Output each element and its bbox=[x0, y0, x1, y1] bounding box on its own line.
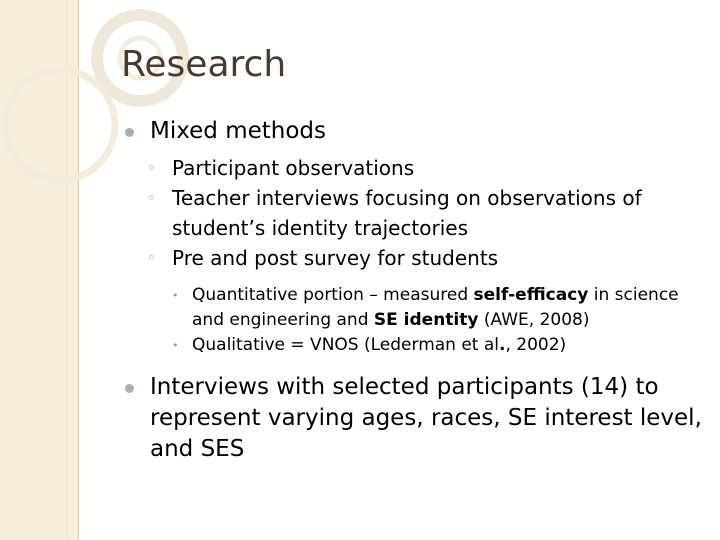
round-bullet-icon bbox=[125, 384, 134, 393]
bullet-text: Interviews with selected participants (14) to represent varying ages, races, SE interest level, and SES bbox=[150, 374, 702, 462]
sub-sub-item-qualitative bbox=[170, 333, 705, 358]
sub-item-text: Pre and post survey for students bbox=[172, 246, 499, 270]
sub-sub-item-quantitative bbox=[170, 283, 705, 333]
dot-bullet-icon: • bbox=[172, 339, 179, 352]
sub-item-teacher-interviews bbox=[145, 183, 705, 243]
sub-item-participant-observations bbox=[145, 153, 705, 183]
dot-bullet-icon: • bbox=[172, 289, 179, 302]
text-part: in science and engineering and bbox=[192, 285, 679, 330]
bullet-item-mixed-methods bbox=[120, 116, 705, 147]
text-part: , 2002) bbox=[505, 335, 567, 355]
ring-bullet-icon: ◦ bbox=[147, 249, 156, 267]
slide-title: Research bbox=[121, 44, 287, 85]
sub-item-text: Teacher interviews focusing on observations of student’s identity trajectories bbox=[172, 186, 642, 240]
round-bullet-icon bbox=[125, 128, 134, 137]
ring-bullet-icon: ◦ bbox=[147, 159, 156, 177]
bullet-item-interviews bbox=[120, 372, 705, 465]
text-part: Quantitative portion – measured bbox=[192, 285, 474, 305]
bold-period: . bbox=[499, 335, 506, 355]
bold-term-se-identity: SE identity bbox=[373, 310, 479, 330]
text-part: (AWE, 2008) bbox=[478, 310, 590, 330]
slide-content bbox=[120, 116, 705, 471]
bold-term-self-efficacy: self-efficacy bbox=[473, 285, 589, 305]
text-part: Qualitative = VNOS (Lederman et al bbox=[192, 335, 500, 355]
sub-item-survey bbox=[145, 243, 705, 273]
ring-bullet-icon: ◦ bbox=[147, 189, 156, 207]
bullet-text: Mixed methods bbox=[150, 118, 327, 144]
sub-item-text: Participant observations bbox=[172, 156, 415, 180]
